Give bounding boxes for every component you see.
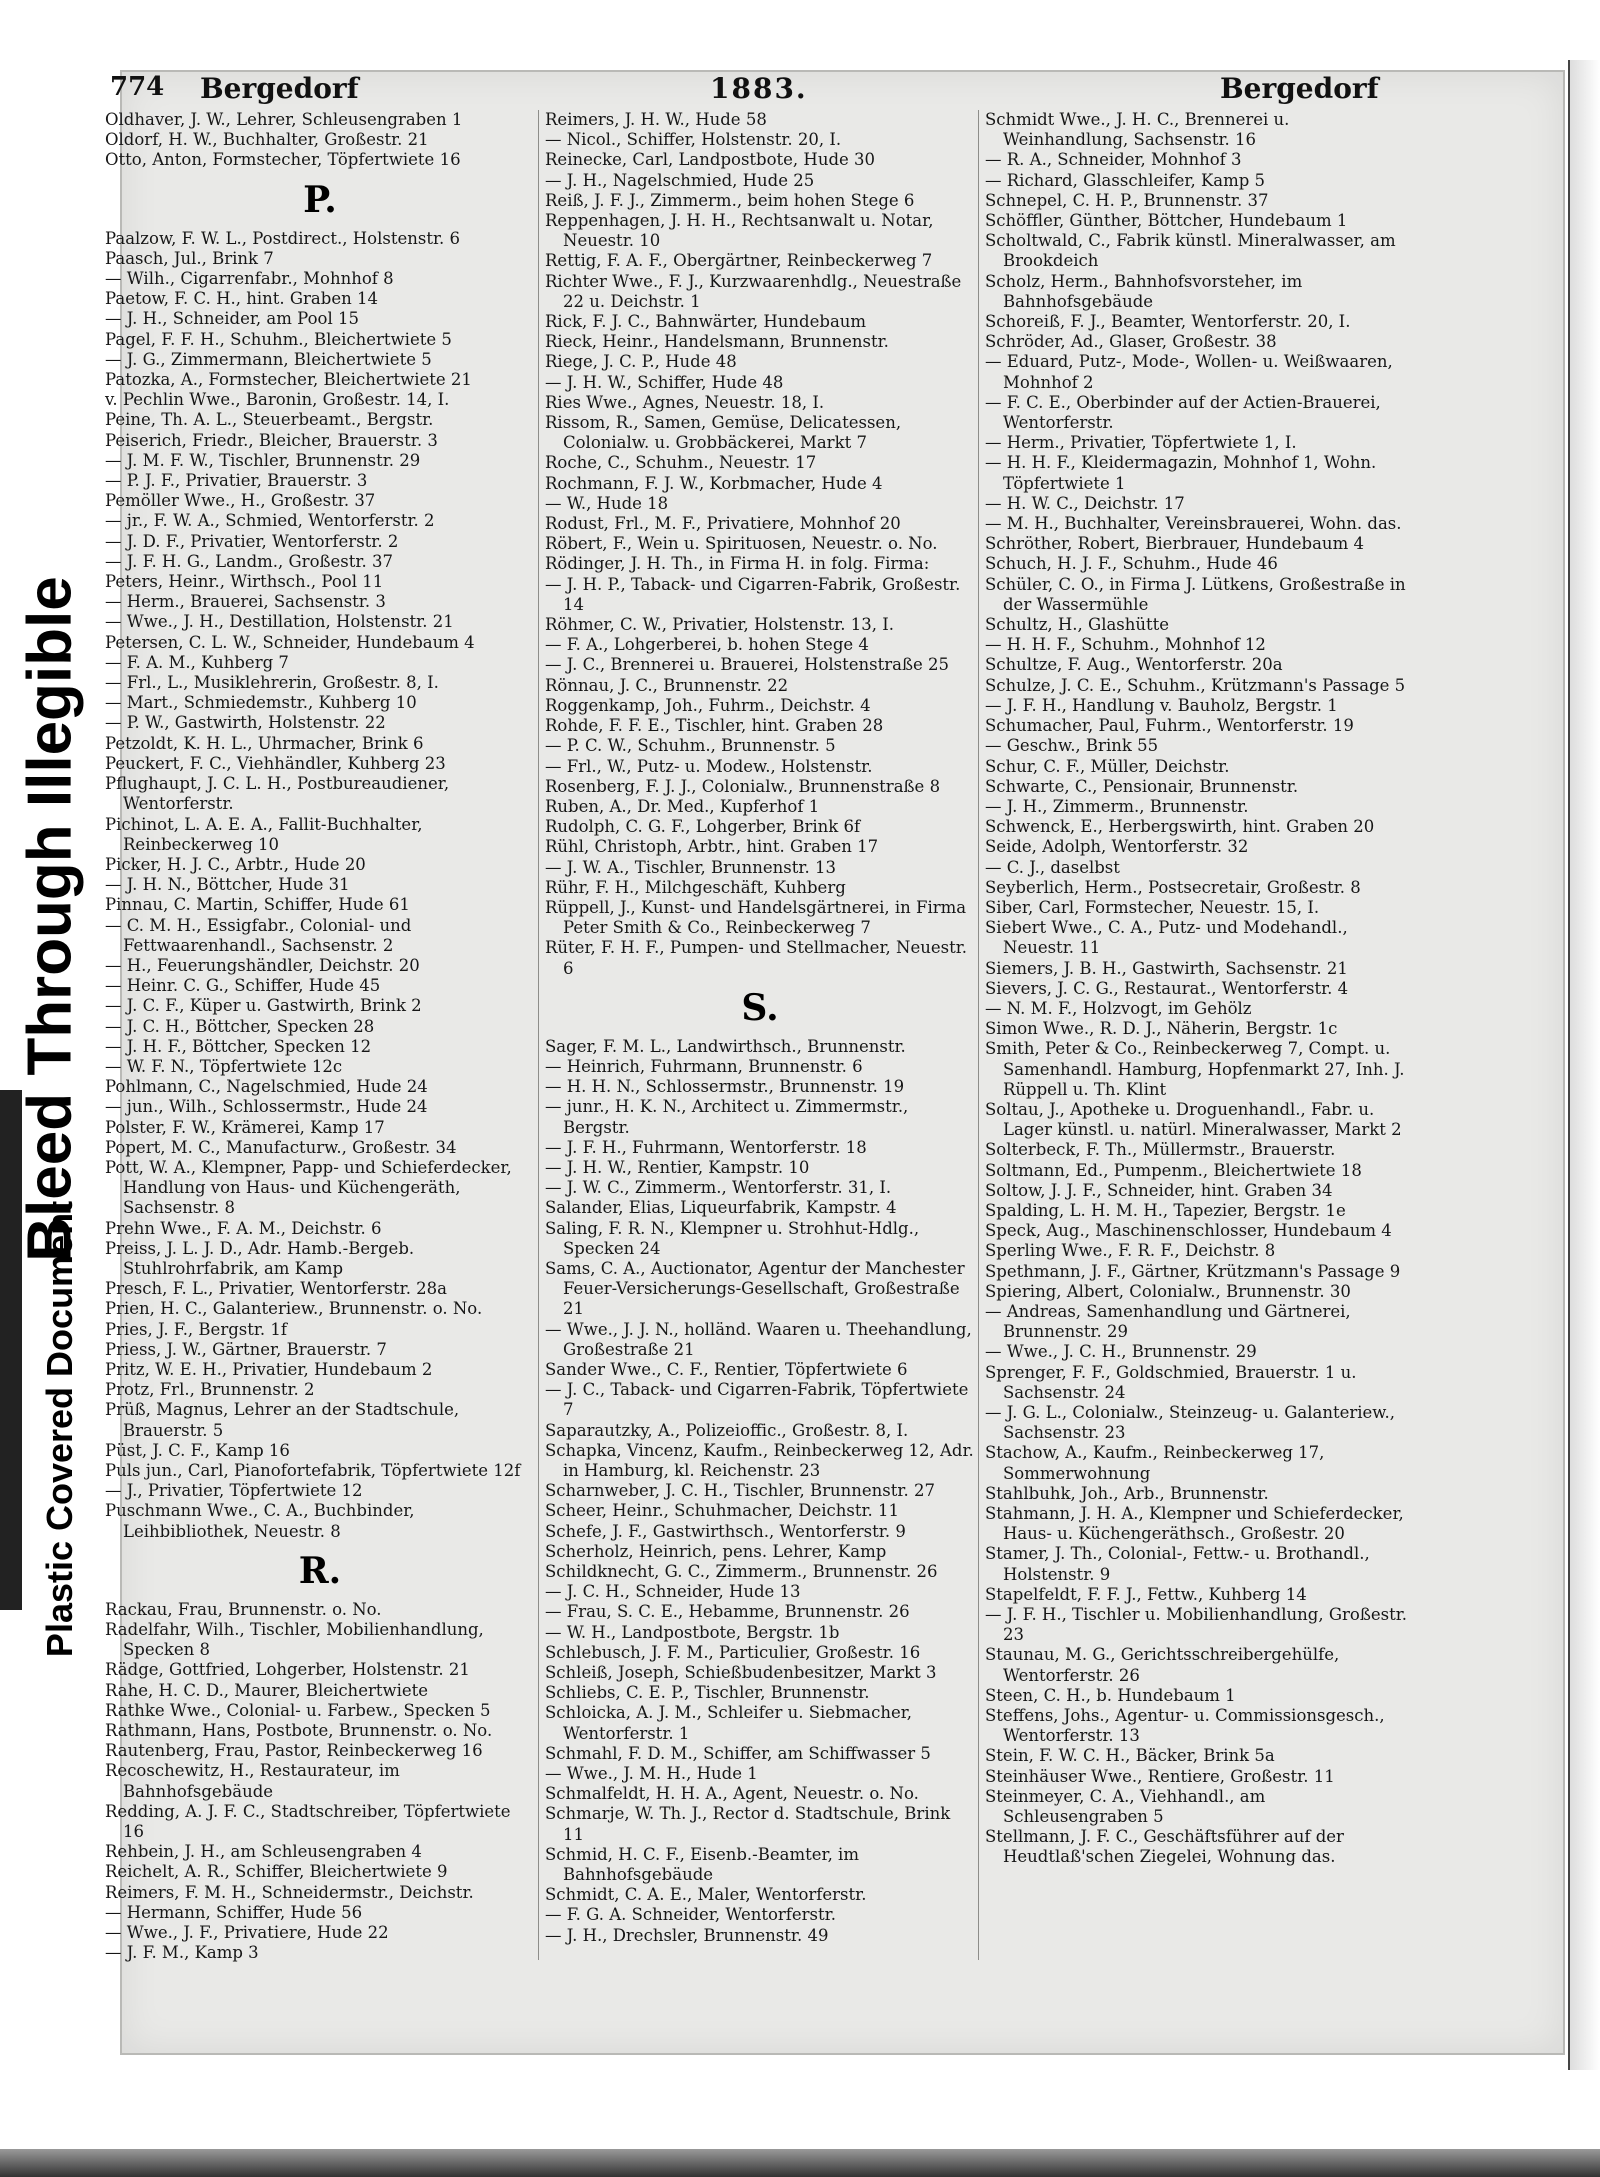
header-year: 1883. bbox=[710, 72, 808, 105]
directory-entry: Paetow, F. C. H., hint. Graben 14 bbox=[105, 289, 378, 309]
directory-entry: Rodust, Frl., M. F., Privatiere, Mohnhof 20 bbox=[545, 514, 901, 534]
directory-entry: Scherholz, Heinrich, pens. Lehrer, Kamp bbox=[545, 1541, 887, 1561]
directory-entry: Rathmann, Hans, Postbote, Brunnenstr. o. No. bbox=[105, 1721, 493, 1741]
directory-entry: Rühr, F. H., Milchgeschäft, Kuhberg bbox=[545, 877, 846, 897]
directory-entry: Rüppell, J., Kunst- und Handelsgärtnerei, in Firma Peter Smith & Co., Reinbeckerweg 7 bbox=[545, 897, 967, 938]
directory-entry: Rautenberg, Frau, Pastor, Reinbeckerweg 16 bbox=[105, 1741, 483, 1761]
directory-entry: Siebert Wwe., C. A., Putz- und Modehandl., Neuestr. 11 bbox=[985, 918, 1348, 958]
directory-entry: Staunau, M. G., Gerichtsschreibergehülfe, Wentorferstr. 26 bbox=[985, 1645, 1340, 1685]
directory-entry: — F. G. A. Schneider, Wentorferstr. bbox=[545, 1905, 836, 1925]
directory-entry: — Wwe., J. F., Privatiere, Hude 22 bbox=[105, 1923, 389, 1943]
directory-entry: Scheer, Heinr., Schuhmacher, Deichstr. 11 bbox=[545, 1501, 900, 1521]
directory-entry: Schuch, H. J. F., Schuhm., Hude 46 bbox=[985, 554, 1278, 574]
directory-entry: Pichinot, L. A. E. A., Fallit-Buchhalter, Reinbeckerweg 10 bbox=[105, 814, 423, 854]
directory-entry: — F. A., Lohgerberei, b. hohen Stege 4 bbox=[545, 635, 869, 655]
directory-entry: — C. M. H., Essigfabr., Colonial- und Fettwaarenhandl., Sachsenstr. 2 bbox=[105, 915, 412, 955]
directory-entry: Oldorf, H. W., Buchhalter, Großestr. 21 bbox=[105, 130, 429, 150]
directory-entry: Puschmann Wwe., C. A., Buchbinder, Leihbibliothek, Neuestr. 8 bbox=[105, 1501, 415, 1541]
directory-entry: — F. A. M., Kuhberg 7 bbox=[105, 652, 289, 672]
directory-entry: — J. H., Drechsler, Brunnenstr. 49 bbox=[545, 1925, 829, 1945]
directory-entry: Seyberlich, Herm., Postsecretair, Großestr. 8 bbox=[985, 877, 1361, 897]
directory-entry: Simon Wwe., R. D. J., Näherin, Bergstr. 1c bbox=[985, 1019, 1338, 1039]
directory-entry: Reimers, F. M. H., Schneidermstr., Deichstr. bbox=[105, 1882, 474, 1902]
directory-entry: Pott, W. A., Klempner, Papp- und Schieferdecker, Handlung von Haus- und Küchengeräth, Sachsenstr. 8 bbox=[105, 1157, 512, 1218]
directory-entry: Presch, F. L., Privatier, Wentorferstr. 28a bbox=[105, 1279, 448, 1299]
directory-entry: — Wilh., Cigarrenfabr., Mohnhof 8 bbox=[105, 269, 394, 289]
directory-entry: Speck, Aug., Maschinenschlosser, Hundebaum 4 bbox=[985, 1221, 1392, 1241]
directory-entry: — H. H. F., Schuhm., Mohnhof 12 bbox=[985, 635, 1266, 655]
directory-column-left bbox=[105, 110, 535, 1963]
directory-entry: — Frl., L., Musiklehrerin, Großestr. 8, I. bbox=[105, 673, 439, 693]
directory-entry: Schefe, J. F., Gastwirthsch., Wentorferstr. 9 bbox=[545, 1521, 906, 1541]
directory-entry: Scharnweber, J. C. H., Tischler, Brunnenstr. 27 bbox=[545, 1481, 935, 1501]
directory-entry: — F. C. E., Oberbinder auf der Actien-Brauerei, Wentorferstr. bbox=[985, 392, 1381, 433]
directory-entry: Protz, Frl., Brunnenstr. 2 bbox=[105, 1380, 315, 1400]
directory-entry: — R. A., Schneider, Mohnhof 3 bbox=[985, 150, 1242, 170]
directory-entry: Schlebusch, J. F. M., Particulier, Großestr. 16 bbox=[545, 1642, 921, 1662]
directory-entry: Soltow, J. J. F., Schneider, hint. Graben 34 bbox=[985, 1180, 1333, 1200]
directory-entry: — Herm., Privatier, Töpfertwiete 1, I. bbox=[985, 433, 1297, 453]
directory-entry: — J. C. F., Küper u. Gastwirth, Brink 2 bbox=[105, 996, 422, 1016]
directory-entry: — jr., F. W. A., Schmied, Wentorferstr. 2 bbox=[105, 511, 435, 531]
directory-entry: Püst, J. C. F., Kamp 16 bbox=[105, 1440, 290, 1460]
directory-entry: — J. F. H. G., Landm., Großestr. 37 bbox=[105, 551, 393, 571]
directory-entry: Rönnau, J. C., Brunnenstr. 22 bbox=[545, 675, 789, 695]
directory-entry: Schleiß, Joseph, Schießbudenbesitzer, Markt 3 bbox=[545, 1663, 937, 1683]
directory-entry: Pinnau, C. Martin, Schiffer, Hude 61 bbox=[105, 895, 410, 915]
directory-entry: Reinecke, Carl, Landpostbote, Hude 30 bbox=[545, 150, 876, 170]
directory-entry: — C. J., daselbst bbox=[985, 857, 1120, 877]
directory-entry: Paalzow, F. W. L., Postdirect., Holstenstr. 6 bbox=[105, 228, 461, 248]
directory-entry: Priess, J. W., Gärtner, Brauerstr. 7 bbox=[105, 1339, 387, 1359]
directory-entry: Pries, J. F., Bergstr. 1f bbox=[105, 1319, 288, 1339]
directory-entry: — J. H. F., Böttcher, Specken 12 bbox=[105, 1036, 372, 1056]
directory-entry: Rochmann, F. J. W., Korbmacher, Hude 4 bbox=[545, 473, 883, 493]
directory-entry: Pritz, W. E. H., Privatier, Hundebaum 2 bbox=[105, 1359, 433, 1379]
directory-entry: — J. C. H., Schneider, Hude 13 bbox=[545, 1582, 801, 1602]
directory-entry: Stamer, J. Th., Colonial-, Fettw.- u. Brothandl., Holstenstr. 9 bbox=[985, 1544, 1370, 1584]
directory-entry: Reichelt, A. R., Schiffer, Bleichertwiete 9 bbox=[105, 1862, 448, 1882]
directory-entry: Sprenger, F. F., Goldschmied, Brauerstr. 1 u. Sachsenstr. 24 bbox=[985, 1362, 1357, 1402]
directory-entry: Preiss, J. L. J. D., Adr. Hamb.-Bergeb. Stuhlrohrfabrik, am Kamp bbox=[105, 1238, 415, 1278]
directory-entry: Peine, Th. A. L., Steuerbeamt., Bergstr. bbox=[105, 410, 434, 430]
directory-entry: Prehn Wwe., F. A. M., Deichstr. 6 bbox=[105, 1218, 382, 1238]
directory-entry: — Frl., W., Putz- u. Modew., Holstenstr. bbox=[545, 756, 873, 776]
directory-entry: — J. H. N., Böttcher, Hude 31 bbox=[105, 875, 350, 895]
column-divider bbox=[538, 110, 539, 1960]
directory-entry: Salander, Elias, Liqueurfabrik, Kampstr. 4 bbox=[545, 1198, 897, 1218]
directory-entry: Schloicka, A. J. M., Schleifer u. Siebmacher, Wentorferstr. 1 bbox=[545, 1703, 913, 1743]
directory-entry: — J. H., Schneider, am Pool 15 bbox=[105, 309, 359, 329]
directory-entry: Röhmer, C. W., Privatier, Holstenstr. 13, I. bbox=[545, 615, 894, 635]
directory-entry: — J. G., Zimmermann, Bleichertwiete 5 bbox=[105, 349, 432, 369]
directory-entry: Sievers, J. C. G., Restaurat., Wentorferstr. 4 bbox=[985, 978, 1349, 998]
directory-entry: Schröder, Ad., Glaser, Großestr. 38 bbox=[985, 332, 1277, 352]
directory-entry: Schur, C. F., Müller, Deichstr. bbox=[985, 756, 1230, 776]
directory-entry: — Heinr. C. G., Schiffer, Hude 45 bbox=[105, 976, 381, 996]
document-condition-stamp bbox=[0, 0, 120, 2177]
directory-entry: Otto, Anton, Formstecher, Töpfertwiete 16 bbox=[105, 150, 461, 170]
directory-entry: Schliebs, C. E. P., Tischler, Brunnenstr. bbox=[545, 1683, 870, 1703]
directory-entry: Smith, Peter & Co., Reinbeckerweg 7, Compt. u. Samenhandl. Hamburg, Hopfenmarkt 27, Inh. J. Rüppell u. Th. Klint bbox=[985, 1039, 1405, 1099]
directory-entry: — jun., Wilh., Schlossermstr., Hude 24 bbox=[105, 1097, 428, 1117]
directory-entry: — J. F. H., Tischler u. Mobilienhandlung, Großestr. 23 bbox=[985, 1605, 1408, 1645]
directory-entry: Peiserich, Friedr., Bleicher, Brauerstr. 3 bbox=[105, 430, 438, 450]
directory-entry: Stapelfeldt, F. F. J., Fettw., Kuhberg 14 bbox=[985, 1584, 1307, 1604]
directory-entry: — H. H. F., Kleidermagazin, Mohnhof 1, Wohn. Töpfertwiete 1 bbox=[985, 453, 1377, 493]
directory-entry: Scholz, Herm., Bahnhofsvorsteher, im Bahnhofsgebäude bbox=[985, 271, 1303, 311]
directory-entry: Schwarte, C., Pensionair, Brunnenstr. bbox=[985, 776, 1299, 796]
directory-entry: — H., Feuerungshändler, Deichstr. 20 bbox=[105, 955, 420, 975]
directory-entry: Schwenck, E., Herbergswirth, hint. Graben 20 bbox=[985, 817, 1375, 837]
section-letter-heading: S. bbox=[741, 986, 779, 1029]
directory-entry: — J. C., Brennerei u. Brauerei, Holstenstraße 25 bbox=[545, 655, 950, 675]
directory-entry: — Wwe., J. M. H., Hude 1 bbox=[545, 1764, 758, 1784]
directory-entry: — J., Privatier, Töpfertwiete 12 bbox=[105, 1481, 363, 1501]
directory-entry: Patozka, A., Formstecher, Bleichertwiete 21 bbox=[105, 370, 472, 390]
directory-entry: Stein, F. W. C. H., Bäcker, Brink 5a bbox=[985, 1746, 1275, 1766]
directory-entry: — J. H., Zimmerm., Brunnenstr. bbox=[985, 796, 1249, 816]
directory-entry: Spethmann, J. F., Gärtner, Krützmann's Passage 9 bbox=[985, 1261, 1401, 1281]
directory-entry: Rick, F. J. C., Bahnwärter, Hundebaum bbox=[545, 312, 867, 332]
directory-entry: — J. C., Taback- und Cigarren-Fabrik, Töpfertwiete 7 bbox=[545, 1380, 969, 1420]
directory-entry: Petersen, C. L. W., Schneider, Hundebaum 4 bbox=[105, 632, 475, 652]
directory-entry: Schoreiß, F. J., Beamter, Wentorferstr. 20, I. bbox=[985, 312, 1351, 332]
directory-entry: Roche, C., Schuhm., Neuestr. 17 bbox=[545, 453, 817, 473]
directory-entry: — J. G. L., Colonialw., Steinzeug- u. Galanteriew., Sachsenstr. 23 bbox=[985, 1403, 1395, 1443]
directory-entry: — P. J. F., Privatier, Brauerstr. 3 bbox=[105, 471, 368, 491]
directory-entry: Peters, Heinr., Wirthsch., Pool 11 bbox=[105, 572, 384, 592]
directory-entry: — J. C. H., Böttcher, Specken 28 bbox=[105, 1016, 375, 1036]
directory-entry: Schöffler, Günther, Böttcher, Hundebaum 1 bbox=[985, 211, 1348, 231]
directory-entry: Schüler, C. O., in Firma J. Lütkens, Großestraße in der Wassermühle bbox=[985, 574, 1406, 614]
directory-entry: Röbert, F., Wein u. Spirituosen, Neuestr. o. No. bbox=[545, 534, 938, 554]
directory-entry: Rüter, F. H. F., Pumpen- und Stellmacher, Neuestr. 6 bbox=[545, 938, 968, 978]
directory-entry: — W., Hude 18 bbox=[545, 493, 669, 513]
directory-entry: Rissom, R., Samen, Gemüse, Delicatessen, Colonialw. u. Grobbäckerei, Markt 7 bbox=[545, 413, 902, 453]
directory-entry: Rühl, Christoph, Arbtr., hint. Graben 17 bbox=[545, 837, 879, 857]
directory-entry: Spiering, Albert, Colonialw., Brunnenstr. 30 bbox=[985, 1281, 1351, 1301]
adjacent-page-edge bbox=[1568, 60, 1600, 2070]
section-letter-heading: R. bbox=[298, 1549, 342, 1592]
directory-entry: Rosenberg, F. J. J., Colonialw., Brunnenstraße 8 bbox=[545, 776, 941, 796]
directory-entry: — Wwe., J. H., Destillation, Holstenstr. 21 bbox=[105, 612, 454, 632]
directory-entry: Steen, C. H., b. Hundebaum 1 bbox=[985, 1685, 1236, 1705]
directory-entry: Schnepel, C. H. P., Brunnenstr. 37 bbox=[985, 190, 1269, 210]
directory-entry: Rehbein, J. H., am Schleusengraben 4 bbox=[105, 1842, 422, 1862]
directory-entry: Rädge, Gottfried, Lohgerber, Holstenstr. 21 bbox=[105, 1660, 470, 1680]
directory-entry: Rödinger, J. H. Th., in Firma H. in folg. Firma: bbox=[545, 554, 930, 574]
directory-entry: Roggenkamp, Joh., Fuhrm., Deichstr. 4 bbox=[545, 695, 871, 715]
directory-entry: Schröther, Robert, Bierbrauer, Hundebaum 4 bbox=[985, 534, 1364, 554]
directory-entry: Rieck, Heinr., Handelsmann, Brunnenstr. bbox=[545, 332, 889, 352]
directory-entry: Pflughaupt, J. C. L. H., Postbureaudiener, Wentorferstr. bbox=[105, 774, 450, 814]
directory-entry: Stachow, A., Kaufm., Reinbeckerweg 17, Sommerwohnung bbox=[985, 1443, 1325, 1483]
directory-entry: Schmidt, C. A. E., Maler, Wentorferstr. bbox=[545, 1885, 867, 1905]
directory-entry: Schultze, F. Aug., Wentorferstr. 20a bbox=[985, 655, 1283, 675]
directory-entry: Scholtwald, C., Fabrik künstl. Mineralwasser, am Brookdeich bbox=[985, 231, 1396, 271]
directory-entry: Riege, J. C. P., Hude 48 bbox=[545, 352, 737, 372]
directory-entry: — Eduard, Putz-, Mode-, Wollen- u. Weißwaaren, Mohnhof 2 bbox=[985, 352, 1393, 392]
directory-entry: Reiß, J. F. J., Zimmerm., beim hohen Stege 6 bbox=[545, 190, 915, 210]
directory-entry: — Heinrich, Fuhrmann, Brunnenstr. 6 bbox=[545, 1056, 863, 1076]
directory-entry: Ries Wwe., Agnes, Neuestr. 18, I. bbox=[545, 392, 825, 412]
directory-entry: Popert, M. C., Manufacturw., Großestr. 34 bbox=[105, 1137, 457, 1157]
directory-entry: Steinmeyer, C. A., Viehhandl., am Schleusengraben 5 bbox=[985, 1786, 1266, 1827]
directory-entry: — J. D. F., Privatier, Wentorferstr. 2 bbox=[105, 531, 399, 551]
directory-entry: — junr., H. K. N., Architect u. Zimmermstr., Bergstr. bbox=[545, 1097, 909, 1137]
section-letter-heading: P. bbox=[303, 178, 337, 221]
directory-entry: — P. W., Gastwirth, Holstenstr. 22 bbox=[105, 713, 386, 733]
directory-entry: — J. F. M., Kamp 3 bbox=[105, 1943, 259, 1963]
directory-entry: Sperling Wwe., F. R. F., Deichstr. 8 bbox=[985, 1241, 1276, 1261]
page-header bbox=[110, 72, 1430, 112]
directory-column-middle bbox=[545, 110, 975, 1946]
directory-entry: — Andreas, Samenhandlung und Gärtnerei, Brunnenstr. 29 bbox=[985, 1301, 1351, 1342]
directory-entry: — J. W. C., Zimmerm., Wentorferstr. 31, I. bbox=[545, 1178, 892, 1198]
directory-entry: — Mart., Schmiedemstr., Kuhberg 10 bbox=[105, 693, 417, 713]
directory-entry: Schmid, H. C. F., Eisenb.-Beamter, im Bahnhofsgebäude bbox=[545, 1844, 859, 1885]
directory-entry: Solterbeck, F. Th., Müllermstr., Brauerstr. bbox=[985, 1140, 1336, 1160]
directory-entry: Petzoldt, K. H. L., Uhrmacher, Brink 6 bbox=[105, 733, 424, 753]
directory-entry: Rackau, Frau, Brunnenstr. o. No. bbox=[105, 1599, 382, 1619]
stamp-bleed-through-text: Bleed Through Illegible bbox=[15, 575, 85, 1262]
directory-entry: Sager, F. M. L., Landwirthsch., Brunnenstr. bbox=[545, 1036, 906, 1056]
header-place-title-right: Bergedorf bbox=[1220, 72, 1379, 105]
directory-entry: Schultz, H., Glashütte bbox=[985, 615, 1170, 635]
directory-entry: — W. F. N., Töpfertwiete 12c bbox=[105, 1056, 343, 1076]
directory-entry: Saling, F. R. N., Klempner u. Strohhut-Hdlg., Specken 24 bbox=[545, 1218, 920, 1258]
directory-entry: Stellmann, J. F. C., Geschäftsführer auf der Heudtlaß'schen Ziegelei, Wohnung das. bbox=[985, 1827, 1344, 1867]
directory-entry: — M. H., Buchhalter, Vereinsbrauerei, Wohn. das. bbox=[985, 514, 1402, 534]
directory-entry: Rahe, H. C. D., Maurer, Bleichertwiete bbox=[105, 1680, 429, 1700]
directory-entry: Rohde, F. F. E., Tischler, hint. Graben 28 bbox=[545, 716, 884, 736]
directory-entry: Polster, F. W., Krämerei, Kamp 17 bbox=[105, 1117, 385, 1137]
directory-entry: Spalding, L. H. M. H., Tapezier, Bergstr. 1e bbox=[985, 1200, 1346, 1220]
directory-entry: Picker, H. J. C., Arbtr., Hude 20 bbox=[105, 854, 366, 874]
directory-entry: Pemöller Wwe., H., Großestr. 37 bbox=[105, 491, 376, 511]
directory-entry: — Herm., Brauerei, Sachsenstr. 3 bbox=[105, 592, 386, 612]
directory-entry: Redding, A. J. F. C., Stadtschreiber, Töpfertwiete 16 bbox=[105, 1801, 511, 1842]
directory-entry: Schumacher, Paul, Fuhrm., Wentorferstr. 19 bbox=[985, 716, 1354, 736]
directory-entry: — H. H. N., Schlossermstr., Brunnenstr. 19 bbox=[545, 1077, 905, 1097]
directory-entry: Peuckert, F. C., Viehhändler, Kuhberg 23 bbox=[105, 753, 446, 773]
directory-entry: — Hermann, Schiffer, Hude 56 bbox=[105, 1902, 363, 1922]
directory-column-right bbox=[985, 110, 1415, 1868]
directory-entry: Soltau, J., Apotheke u. Droguenhandl., Fabr. u. Lager künstl. u. natürl. Mineralwasser, Markt 2 bbox=[985, 1099, 1402, 1140]
directory-entry: — Richard, Glasschleifer, Kamp 5 bbox=[985, 170, 1266, 190]
column-divider bbox=[978, 110, 979, 1960]
directory-entry: — J. H. P., Taback- und Cigarren-Fabrik, Großestr. 14 bbox=[545, 574, 961, 614]
directory-entry: Schapka, Vincenz, Kaufm., Reinbeckerweg 12, Adr. in Hamburg, kl. Reichenstr. 23 bbox=[545, 1440, 974, 1480]
directory-entry: Sander Wwe., C. F., Rentier, Töpfertwiete 6 bbox=[545, 1359, 908, 1379]
directory-entry: Prüß, Magnus, Lehrer an der Stadtschule, Brauerstr. 5 bbox=[105, 1400, 460, 1440]
directory-entry: — J. F. H., Handlung v. Bauholz, Bergstr. 1 bbox=[985, 695, 1338, 715]
directory-entry: Soltmann, Ed., Pumpenm., Bleichertwiete 18 bbox=[985, 1160, 1362, 1180]
directory-entry: Pohlmann, C., Nagelschmied, Hude 24 bbox=[105, 1077, 428, 1097]
directory-entry: Schmidt Wwe., J. H. C., Brennerei u. Weinhandlung, Sachsenstr. 16 bbox=[985, 110, 1290, 150]
directory-entry: Radelfahr, Wilh., Tischler, Mobilienhandlung, Specken 8 bbox=[105, 1620, 484, 1660]
directory-entry: — J. H. W., Rentier, Kampstr. 10 bbox=[545, 1157, 810, 1177]
directory-entry: — P. C. W., Schuhm., Brunnenstr. 5 bbox=[545, 736, 836, 756]
directory-entry: — Nicol., Schiffer, Holstenstr. 20, I. bbox=[545, 130, 842, 150]
directory-entry: Paasch, Jul., Brink 7 bbox=[105, 248, 274, 268]
directory-entry: — J. H., Nagelschmied, Hude 25 bbox=[545, 170, 815, 190]
directory-entry: Siemers, J. B. H., Gastwirth, Sachsenstr. 21 bbox=[985, 958, 1348, 978]
directory-entry: Prien, H. C., Galanteriew., Brunnenstr. o. No. bbox=[105, 1299, 483, 1319]
directory-entry: Saparautzky, A., Polizeioffic., Großestr. 8, I. bbox=[545, 1420, 909, 1440]
directory-entry: Reimers, J. H. W., Hude 58 bbox=[545, 110, 767, 129]
directory-entry: Stahlbuhk, Joh., Arb., Brunnenstr. bbox=[985, 1483, 1269, 1503]
directory-entry: Recoschewitz, H., Restaurateur, im Bahnhofsgebäude bbox=[105, 1761, 400, 1801]
header-place-title-left: Bergedorf bbox=[200, 72, 359, 105]
directory-entry: Rathke Wwe., Colonial- u. Farbew., Specken 5 bbox=[105, 1700, 491, 1720]
directory-entry: Seide, Adolph, Wentorferstr. 32 bbox=[985, 837, 1249, 857]
directory-entry: — J. M. F. W., Tischler, Brunnenstr. 29 bbox=[105, 450, 421, 470]
directory-entry: Rettig, F. A. F., Obergärtner, Reinbeckerweg 7 bbox=[545, 251, 933, 271]
directory-entry: — Frau, S. C. E., Hebamme, Brunnenstr. 26 bbox=[545, 1602, 910, 1622]
directory-entry: — J. F. H., Fuhrmann, Wentorferstr. 18 bbox=[545, 1137, 867, 1157]
directory-entry: Sams, C. A., Auctionator, Agentur der Manchester Feuer-Versicherungs-Gesellschaft, Großestraße 21 bbox=[545, 1258, 965, 1319]
directory-entry: — J. W. A., Tischler, Brunnenstr. 13 bbox=[545, 857, 836, 877]
scan-bottom-edge bbox=[0, 2149, 1600, 2177]
directory-entry: Siber, Carl, Formstecher, Neuestr. 15, I. bbox=[985, 897, 1320, 917]
stamp-plastic-covered-text: Plastic Covered Document bbox=[39, 1200, 80, 1657]
directory-entry: — J. H. W., Schiffer, Hude 48 bbox=[545, 372, 784, 392]
page-number: 774 bbox=[110, 72, 165, 102]
directory-entry: — Geschw., Brink 55 bbox=[985, 736, 1159, 756]
directory-entry: Steinhäuser Wwe., Rentiere, Großestr. 11 bbox=[985, 1766, 1335, 1786]
directory-entry: Schulze, J. C. E., Schuhm., Krützmann's Passage 5 bbox=[985, 675, 1406, 695]
directory-entry: Rudolph, C. G. F., Lohgerber, Brink 6f bbox=[545, 817, 861, 837]
directory-entry: — W. H., Landpostbote, Bergstr. 1b bbox=[545, 1622, 840, 1642]
directory-entry: Schildknecht, G. C., Zimmerm., Brunnenstr. 26 bbox=[545, 1562, 938, 1582]
directory-entry: Ruben, A., Dr. Med., Kupferhof 1 bbox=[545, 796, 820, 816]
directory-entry: Pagel, F. F. H., Schuhm., Bleichertwiete 5 bbox=[105, 329, 452, 349]
directory-entry: — Wwe., J. C. H., Brunnenstr. 29 bbox=[985, 1342, 1257, 1362]
directory-entry: Richter Wwe., F. J., Kurzwaarenhdlg., Neuestraße 22 u. Deichstr. 1 bbox=[545, 271, 962, 311]
directory-entry: — H. W. C., Deichstr. 17 bbox=[985, 493, 1185, 513]
directory-entry: Reppenhagen, J. H. H., Rechtsanwalt u. Notar, Neuestr. 10 bbox=[545, 211, 934, 251]
directory-entry: — Wwe., J. J. N., holländ. Waaren u. Theehandlung, Großestraße 21 bbox=[545, 1319, 972, 1359]
directory-entry: v. Pechlin Wwe., Baronin, Großestr. 14, I. bbox=[105, 390, 450, 410]
directory-entry: Stahmann, J. H. A., Klempner und Schieferdecker, Haus- u. Küchengeräthsch., Großestr. 20 bbox=[985, 1504, 1404, 1544]
directory-entry: Puls jun., Carl, Pianofortefabrik, Töpfertwiete 12f bbox=[105, 1461, 521, 1480]
directory-entry: — N. M. F., Holzvogt, im Gehölz bbox=[985, 998, 1252, 1018]
directory-entry: Schmalfeldt, H. H. A., Agent, Neuestr. o. No. bbox=[545, 1784, 919, 1804]
directory-entry: Schmarje, W. Th. J., Rector d. Stadtschule, Brink 11 bbox=[545, 1804, 951, 1844]
directory-entry: Schmahl, F. D. M., Schiffer, am Schiffwasser 5 bbox=[545, 1743, 931, 1763]
directory-entry: Steffens, Johs., Agentur- u. Commissionsgesch., Wentorferstr. 13 bbox=[985, 1706, 1385, 1746]
directory-entry: Oldhaver, J. W., Lehrer, Schleusengraben 1 bbox=[105, 110, 463, 129]
